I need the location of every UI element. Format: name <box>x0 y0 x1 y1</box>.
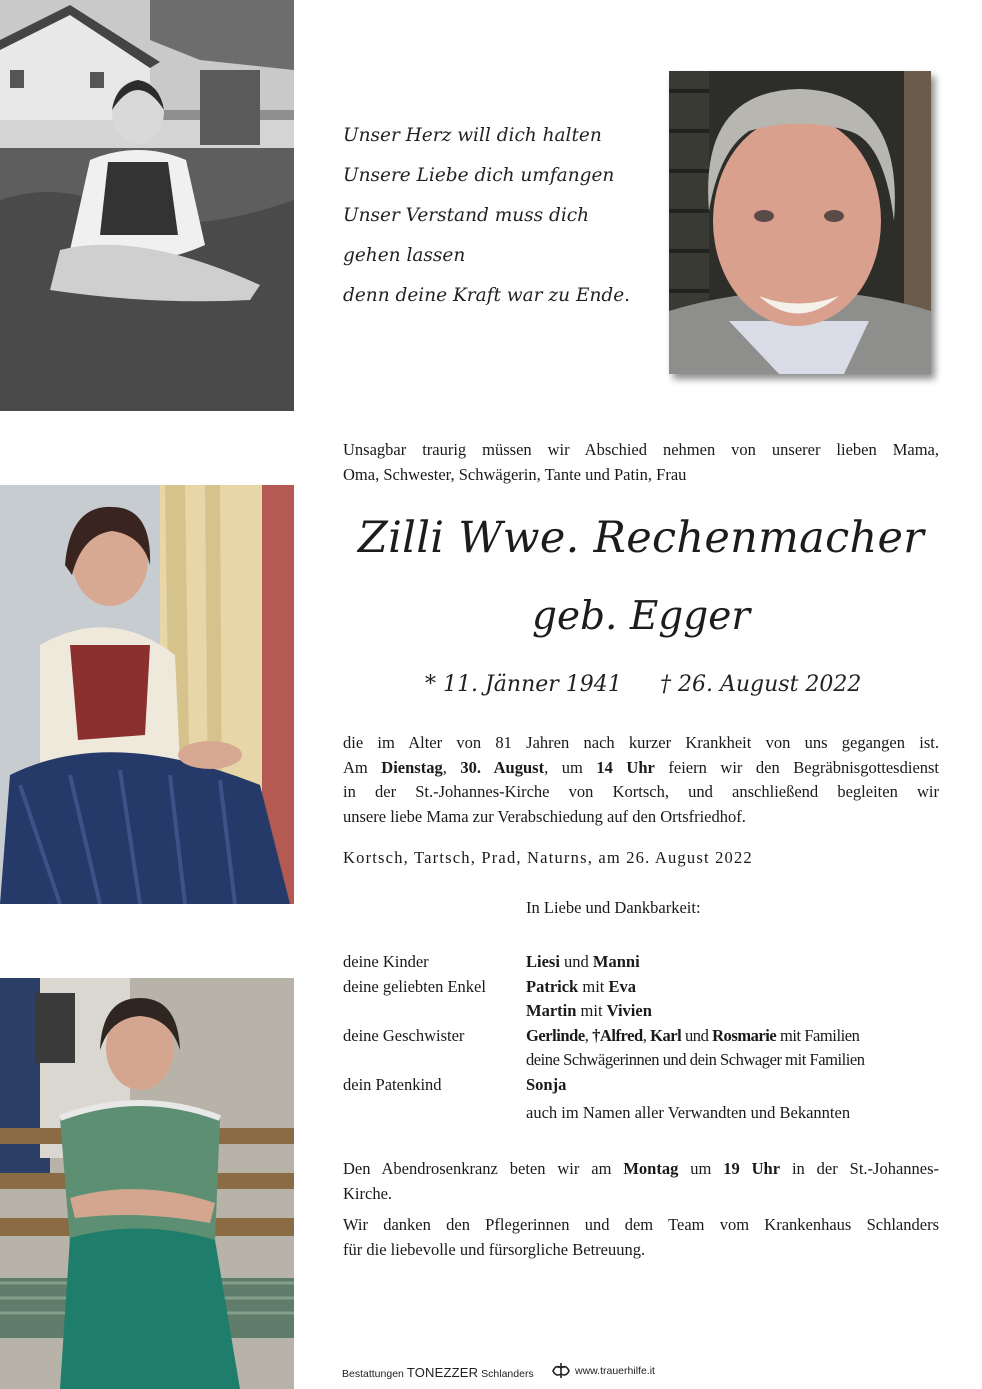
rosary-notice <box>343 1157 939 1206</box>
portrait-elderly-woman <box>669 71 931 374</box>
relatives-text: auch im Namen aller Verwandten und Bekannten <box>526 1103 851 1122</box>
gratitude-line: für die liebevolle und fürsorgliche Betreuung. <box>343 1239 646 1259</box>
conjunction: mit <box>582 976 605 996</box>
announcement-rest: feiern wir den Begräbnisgottesdienst <box>668 757 940 777</box>
funeral-home-credit <box>342 1365 534 1380</box>
child-name: Manni <box>592 952 640 971</box>
family-row-siblings-2 <box>343 1048 943 1073</box>
photo-woman-traditional-dress <box>0 485 294 904</box>
photo-young-woman-meadow <box>0 0 294 411</box>
poem <box>343 116 653 316</box>
family-row-godchild <box>343 1073 943 1098</box>
intro-line: Oma, Schwester, Schwägerin, Tante und Patin, Frau <box>343 465 687 484</box>
family-row-grandchildren-2 <box>343 999 943 1024</box>
poem-line: Unsere Liebe dich umfangen <box>343 165 615 186</box>
intro-text <box>343 437 939 487</box>
sibling-name: †Alfred <box>592 1025 643 1045</box>
family-list <box>343 950 943 1126</box>
announcement-line: die im Alter von 81 Jahren nach kurzer Krankheit von uns gegangen ist. <box>343 733 939 752</box>
rosary-pre: Den Abendrosenkranz beten wir am <box>343 1159 612 1178</box>
footer-post: Schlanders <box>481 1368 534 1380</box>
intro-line: Unsagbar traurig müssen wir Abschied nehmen von unserer lieben Mama, <box>343 440 939 459</box>
godchild-name: Sonja <box>526 1074 567 1094</box>
footer-pre: Bestattungen <box>342 1368 404 1380</box>
in-laws: deine Schwägerinnen und dein Schwager mit Familien <box>526 1050 865 1069</box>
closing-text: In Liebe und Dankbarkeit: <box>526 898 701 917</box>
funeral-announcement <box>343 731 939 829</box>
announcement-line: in der St.-Johannes-Kirche von Kortsch, und anschließend begleiten wir <box>343 782 939 801</box>
poem-line: Unser Verstand muss dich <box>343 205 590 226</box>
rosary-day: Montag <box>623 1159 679 1178</box>
am-text: Am <box>343 757 368 777</box>
funeral-date: 30. August <box>460 757 545 777</box>
poem-line: gehen lassen <box>343 245 466 266</box>
funeral-time: 14 Uhr <box>596 757 655 777</box>
rosary-line: Kirche. <box>343 1183 393 1203</box>
poem-line: Unser Herz will dich halten <box>343 125 602 146</box>
death-date: † 26. August 2022 <box>660 672 862 697</box>
family-label: deine Geschwister <box>343 1025 465 1045</box>
funeral-day: Dienstag <box>381 757 443 777</box>
family-label: dein Patenkind <box>343 1074 442 1094</box>
conjunction: und <box>564 952 589 971</box>
family-label: deine geliebten Enkel <box>343 976 486 996</box>
rosary-post: in der St.-Johannes- <box>791 1159 940 1178</box>
sibling-name: Gerlinde <box>526 1025 585 1045</box>
sibling-suffix: mit Familien <box>780 1025 860 1045</box>
rosary-time: 19 Uhr <box>723 1159 781 1178</box>
announcement-line: Am Dienstag, 30. August, um 14 Uhr feiern wir den Begräbnisgottesdienst <box>343 757 940 777</box>
photo-woman-seated-bench <box>0 978 294 1389</box>
deceased-name: Zilli Wwe. Rechenmacher <box>357 513 925 563</box>
grandchild-name: Eva <box>608 976 637 996</box>
maiden-name: geb. Egger <box>532 594 750 639</box>
family-row-siblings <box>343 1024 943 1049</box>
family-row-grandchildren <box>343 975 943 1000</box>
separator: , <box>584 1025 589 1045</box>
rosary-um: um <box>690 1159 712 1178</box>
sibling-name: Karl <box>650 1025 682 1045</box>
footer-brand: TONEZZER <box>406 1365 479 1380</box>
um-text: , um <box>544 757 583 777</box>
grandchild-name: Martin <box>526 1001 577 1020</box>
conjunction: mit <box>580 1001 603 1020</box>
sibling-name: Rosmarie <box>712 1025 777 1045</box>
child-name: Liesi <box>526 952 560 971</box>
poem-line: denn deine Kraft war zu Ende. <box>343 285 631 306</box>
announcement-line: unsere liebe Mama zur Verabschiedung auf den Ortsfriedhof. <box>343 806 746 826</box>
gratitude-notice <box>343 1213 939 1262</box>
family-label: deine Kinder <box>343 952 429 971</box>
trauerhilfe-logo-icon <box>550 1362 572 1379</box>
grandchild-name: Patrick <box>526 976 579 996</box>
grandchild-name: Vivien <box>606 1001 652 1020</box>
place-date: Kortsch, Tartsch, Prad, Naturns, am 26. August 2022 <box>343 848 753 867</box>
family-row-relatives <box>343 1101 943 1126</box>
family-row-children <box>343 950 943 975</box>
birth-date: * 11. Jänner 1941 <box>425 672 622 697</box>
conjunction: und <box>685 1025 709 1045</box>
footer-website-link[interactable]: www.trauerhilfe.it <box>575 1365 655 1377</box>
gratitude-line: Wir danken den Pflegerinnen und dem Team vom Krankenhaus Schlanders <box>343 1215 939 1234</box>
separator: , <box>642 1025 647 1045</box>
